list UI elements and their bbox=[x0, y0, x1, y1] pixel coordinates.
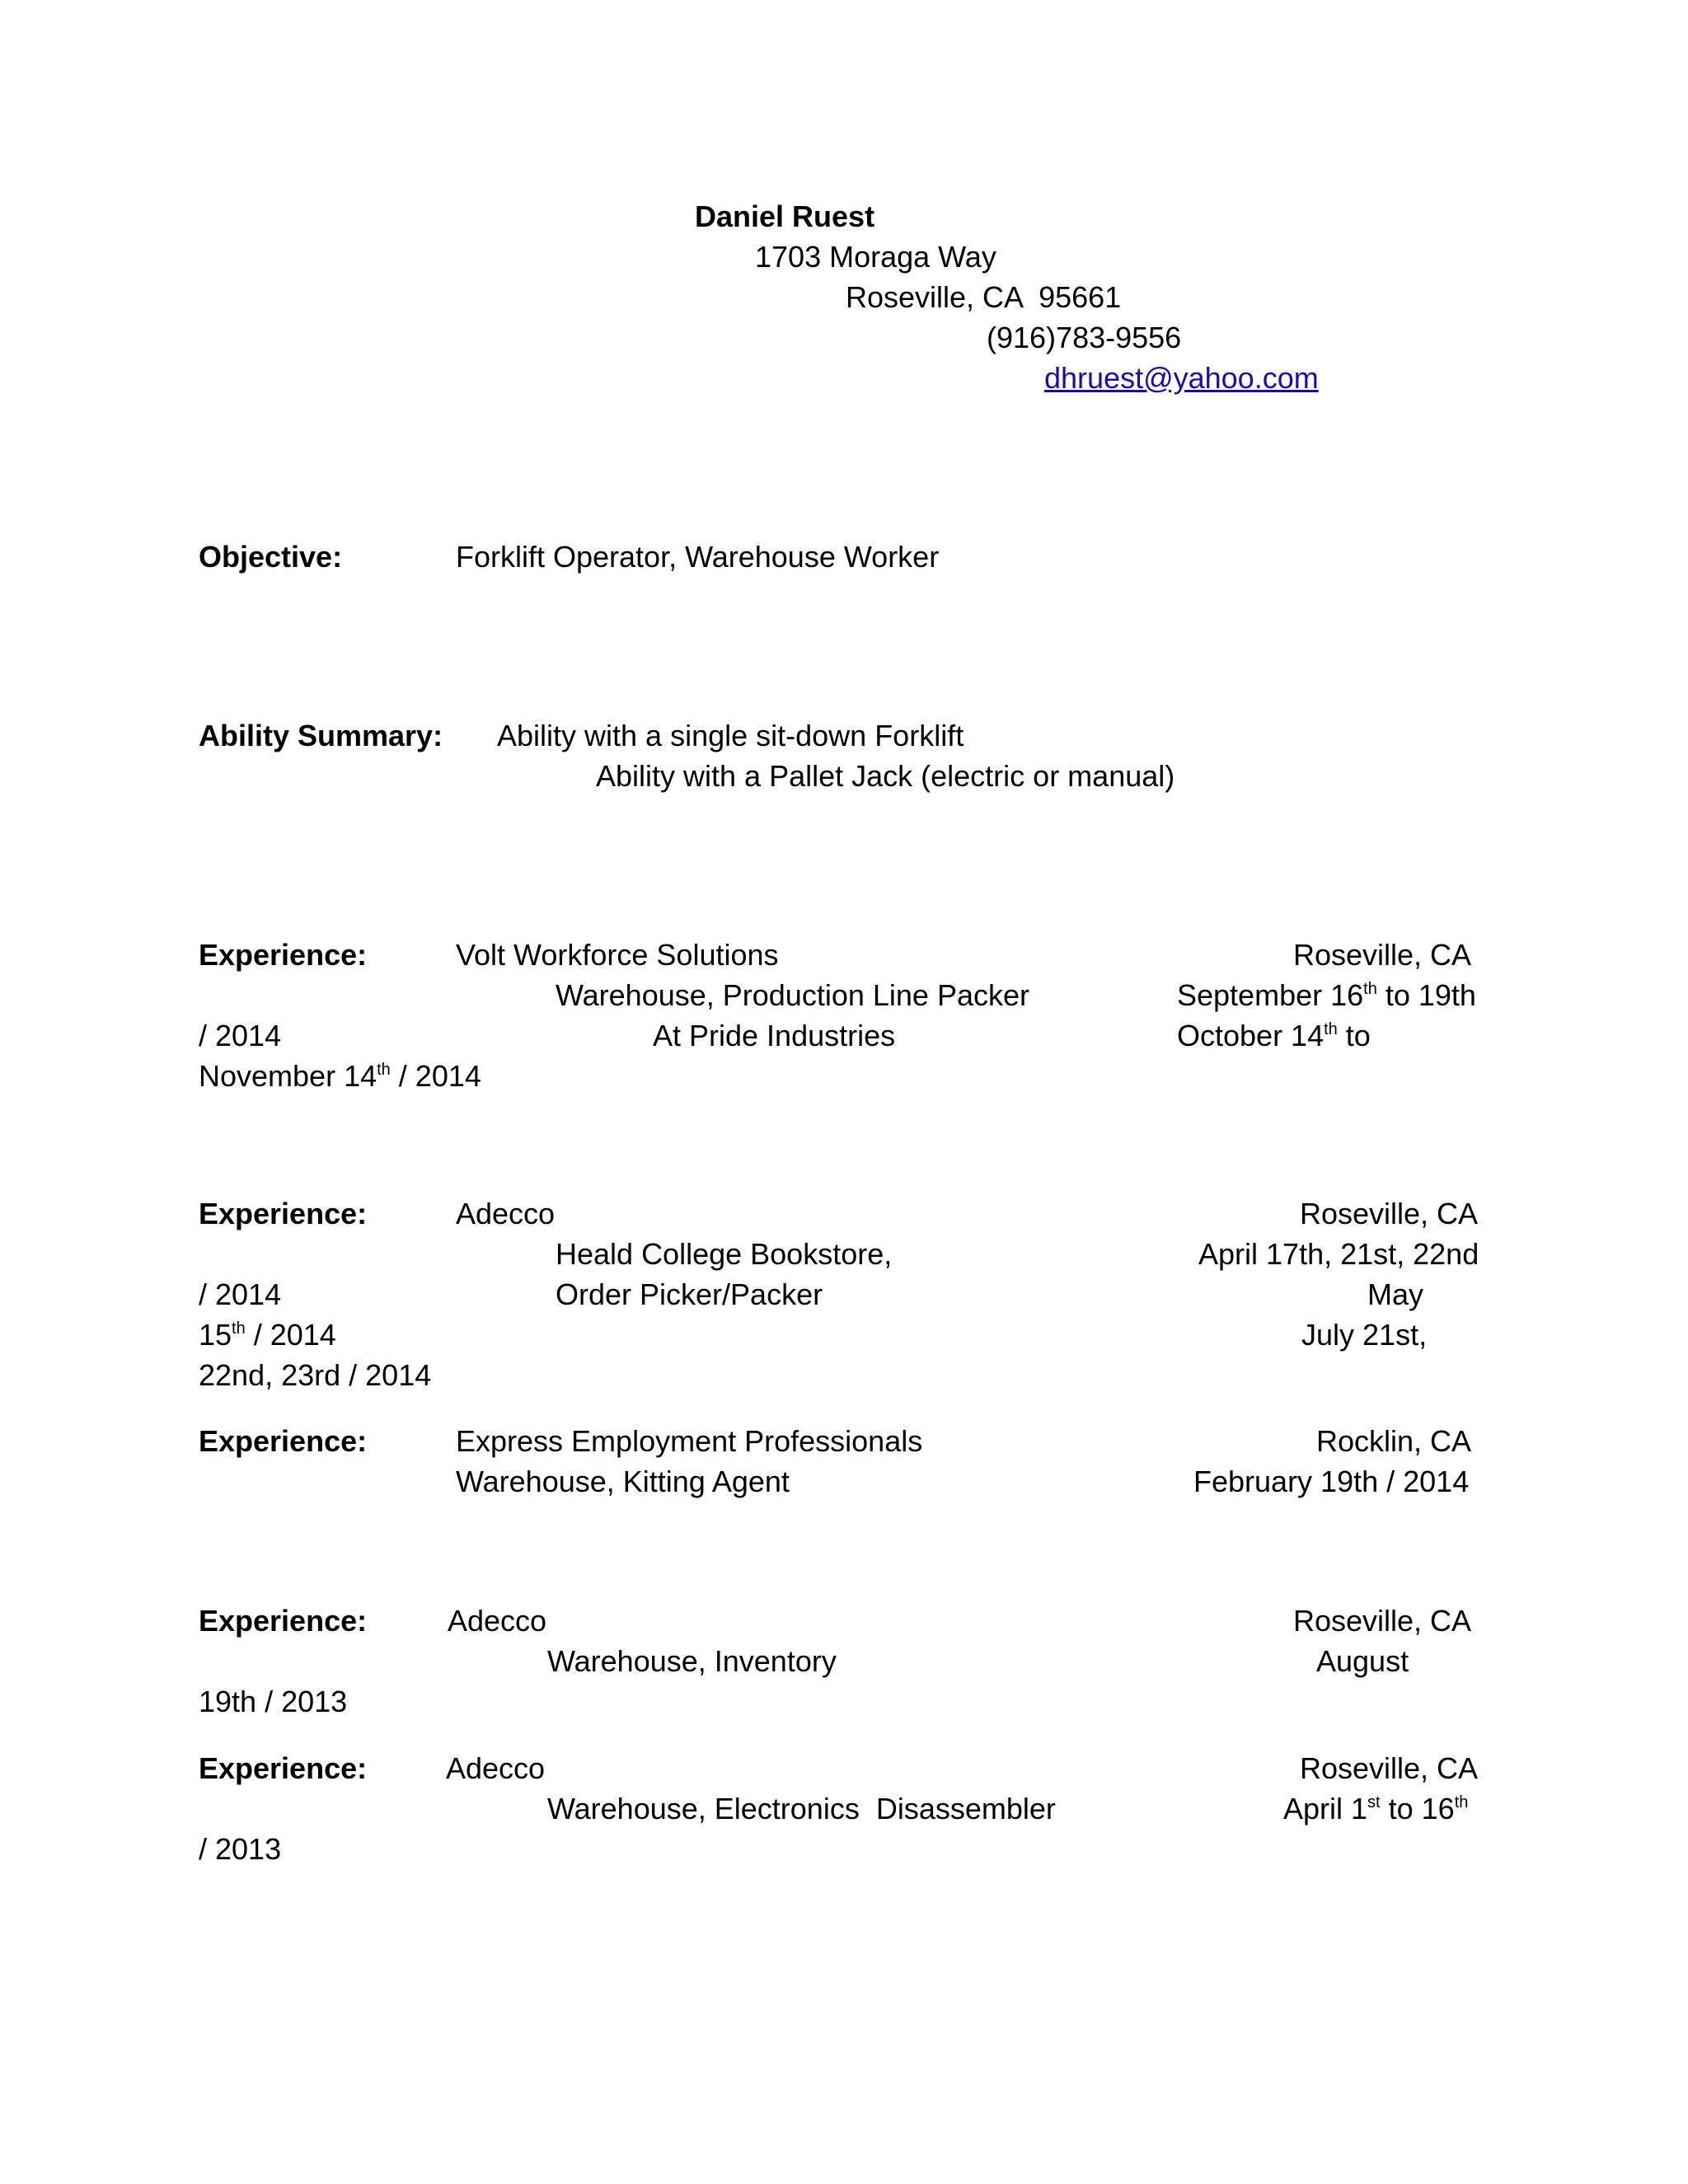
experience-dates: August bbox=[1316, 1644, 1409, 1678]
experience-dates: / 2014 bbox=[199, 1277, 282, 1311]
experience-role: Order Picker/Packer bbox=[556, 1277, 823, 1311]
experience-dates: 19th / 2013 bbox=[199, 1685, 348, 1718]
experience-role: Warehouse, Inventory bbox=[547, 1644, 837, 1678]
experience-role: Warehouse, Electronics Disassembler bbox=[547, 1792, 1056, 1825]
ability-item: Ability with a single sit-down Forklift bbox=[497, 719, 964, 752]
experience-dates: 15th / 2014 bbox=[199, 1318, 336, 1352]
experience-label: Experience: bbox=[199, 1197, 368, 1230]
experience-label: Experience: bbox=[199, 1751, 368, 1785]
experience-dates: April 1st to 16th bbox=[1283, 1792, 1469, 1825]
phone-number: (916)783-9556 bbox=[987, 321, 1182, 354]
city-state-zip: Roseville, CA 95661 bbox=[846, 280, 1122, 314]
experience-company: Volt Workforce Solutions bbox=[456, 938, 779, 972]
ability-item: Ability with a Pallet Jack (electric or manual) bbox=[596, 759, 1175, 793]
experience-dates: / 2013 bbox=[199, 1832, 282, 1866]
experience-dates: 22nd, 23rd / 2014 bbox=[199, 1358, 432, 1392]
experience-client: At Pride Industries bbox=[653, 1019, 896, 1052]
experience-dates: July 21st, bbox=[1301, 1318, 1428, 1352]
experience-location: Rocklin, CA bbox=[1316, 1424, 1472, 1458]
experience-dates: / 2014 bbox=[199, 1019, 282, 1052]
experience-company: Adecco bbox=[456, 1197, 556, 1230]
experience-dates: May bbox=[1367, 1277, 1424, 1311]
experience-location: Roseville, CA bbox=[1293, 1604, 1472, 1638]
experience-role: Warehouse, Production Line Packer bbox=[556, 978, 1029, 1012]
experience-dates: April 17th, 21st, 22nd bbox=[1198, 1237, 1479, 1271]
objective-label: Objective: bbox=[199, 540, 343, 574]
applicant-name: Daniel Ruest bbox=[695, 199, 875, 233]
experience-label: Experience: bbox=[199, 1604, 368, 1638]
experience-role: Warehouse, Kitting Agent bbox=[456, 1465, 790, 1498]
ability-summary-label: Ability Summary: bbox=[199, 719, 443, 752]
experience-label: Experience: bbox=[199, 938, 368, 972]
experience-company: Express Employment Professionals bbox=[456, 1424, 923, 1458]
experience-location: Roseville, CA bbox=[1300, 1197, 1479, 1230]
experience-company: Adecco bbox=[448, 1604, 547, 1638]
experience-location: Roseville, CA bbox=[1293, 938, 1472, 972]
experience-label: Experience: bbox=[199, 1424, 368, 1458]
experience-dates: September 16th to 19th bbox=[1177, 978, 1476, 1012]
experience-role: Heald College Bookstore, bbox=[556, 1237, 893, 1271]
experience-dates: October 14th to bbox=[1177, 1019, 1371, 1052]
experience-location: Roseville, CA bbox=[1300, 1751, 1479, 1785]
email-link[interactable]: dhruest@yahoo.com bbox=[1044, 361, 1319, 395]
objective-text: Forklift Operator, Warehouse Worker bbox=[456, 540, 940, 574]
street-address: 1703 Moraga Way bbox=[755, 240, 996, 274]
experience-company: Adecco bbox=[446, 1751, 546, 1785]
experience-dates: November 14th / 2014 bbox=[199, 1059, 481, 1093]
experience-dates: February 19th / 2014 bbox=[1193, 1465, 1470, 1498]
